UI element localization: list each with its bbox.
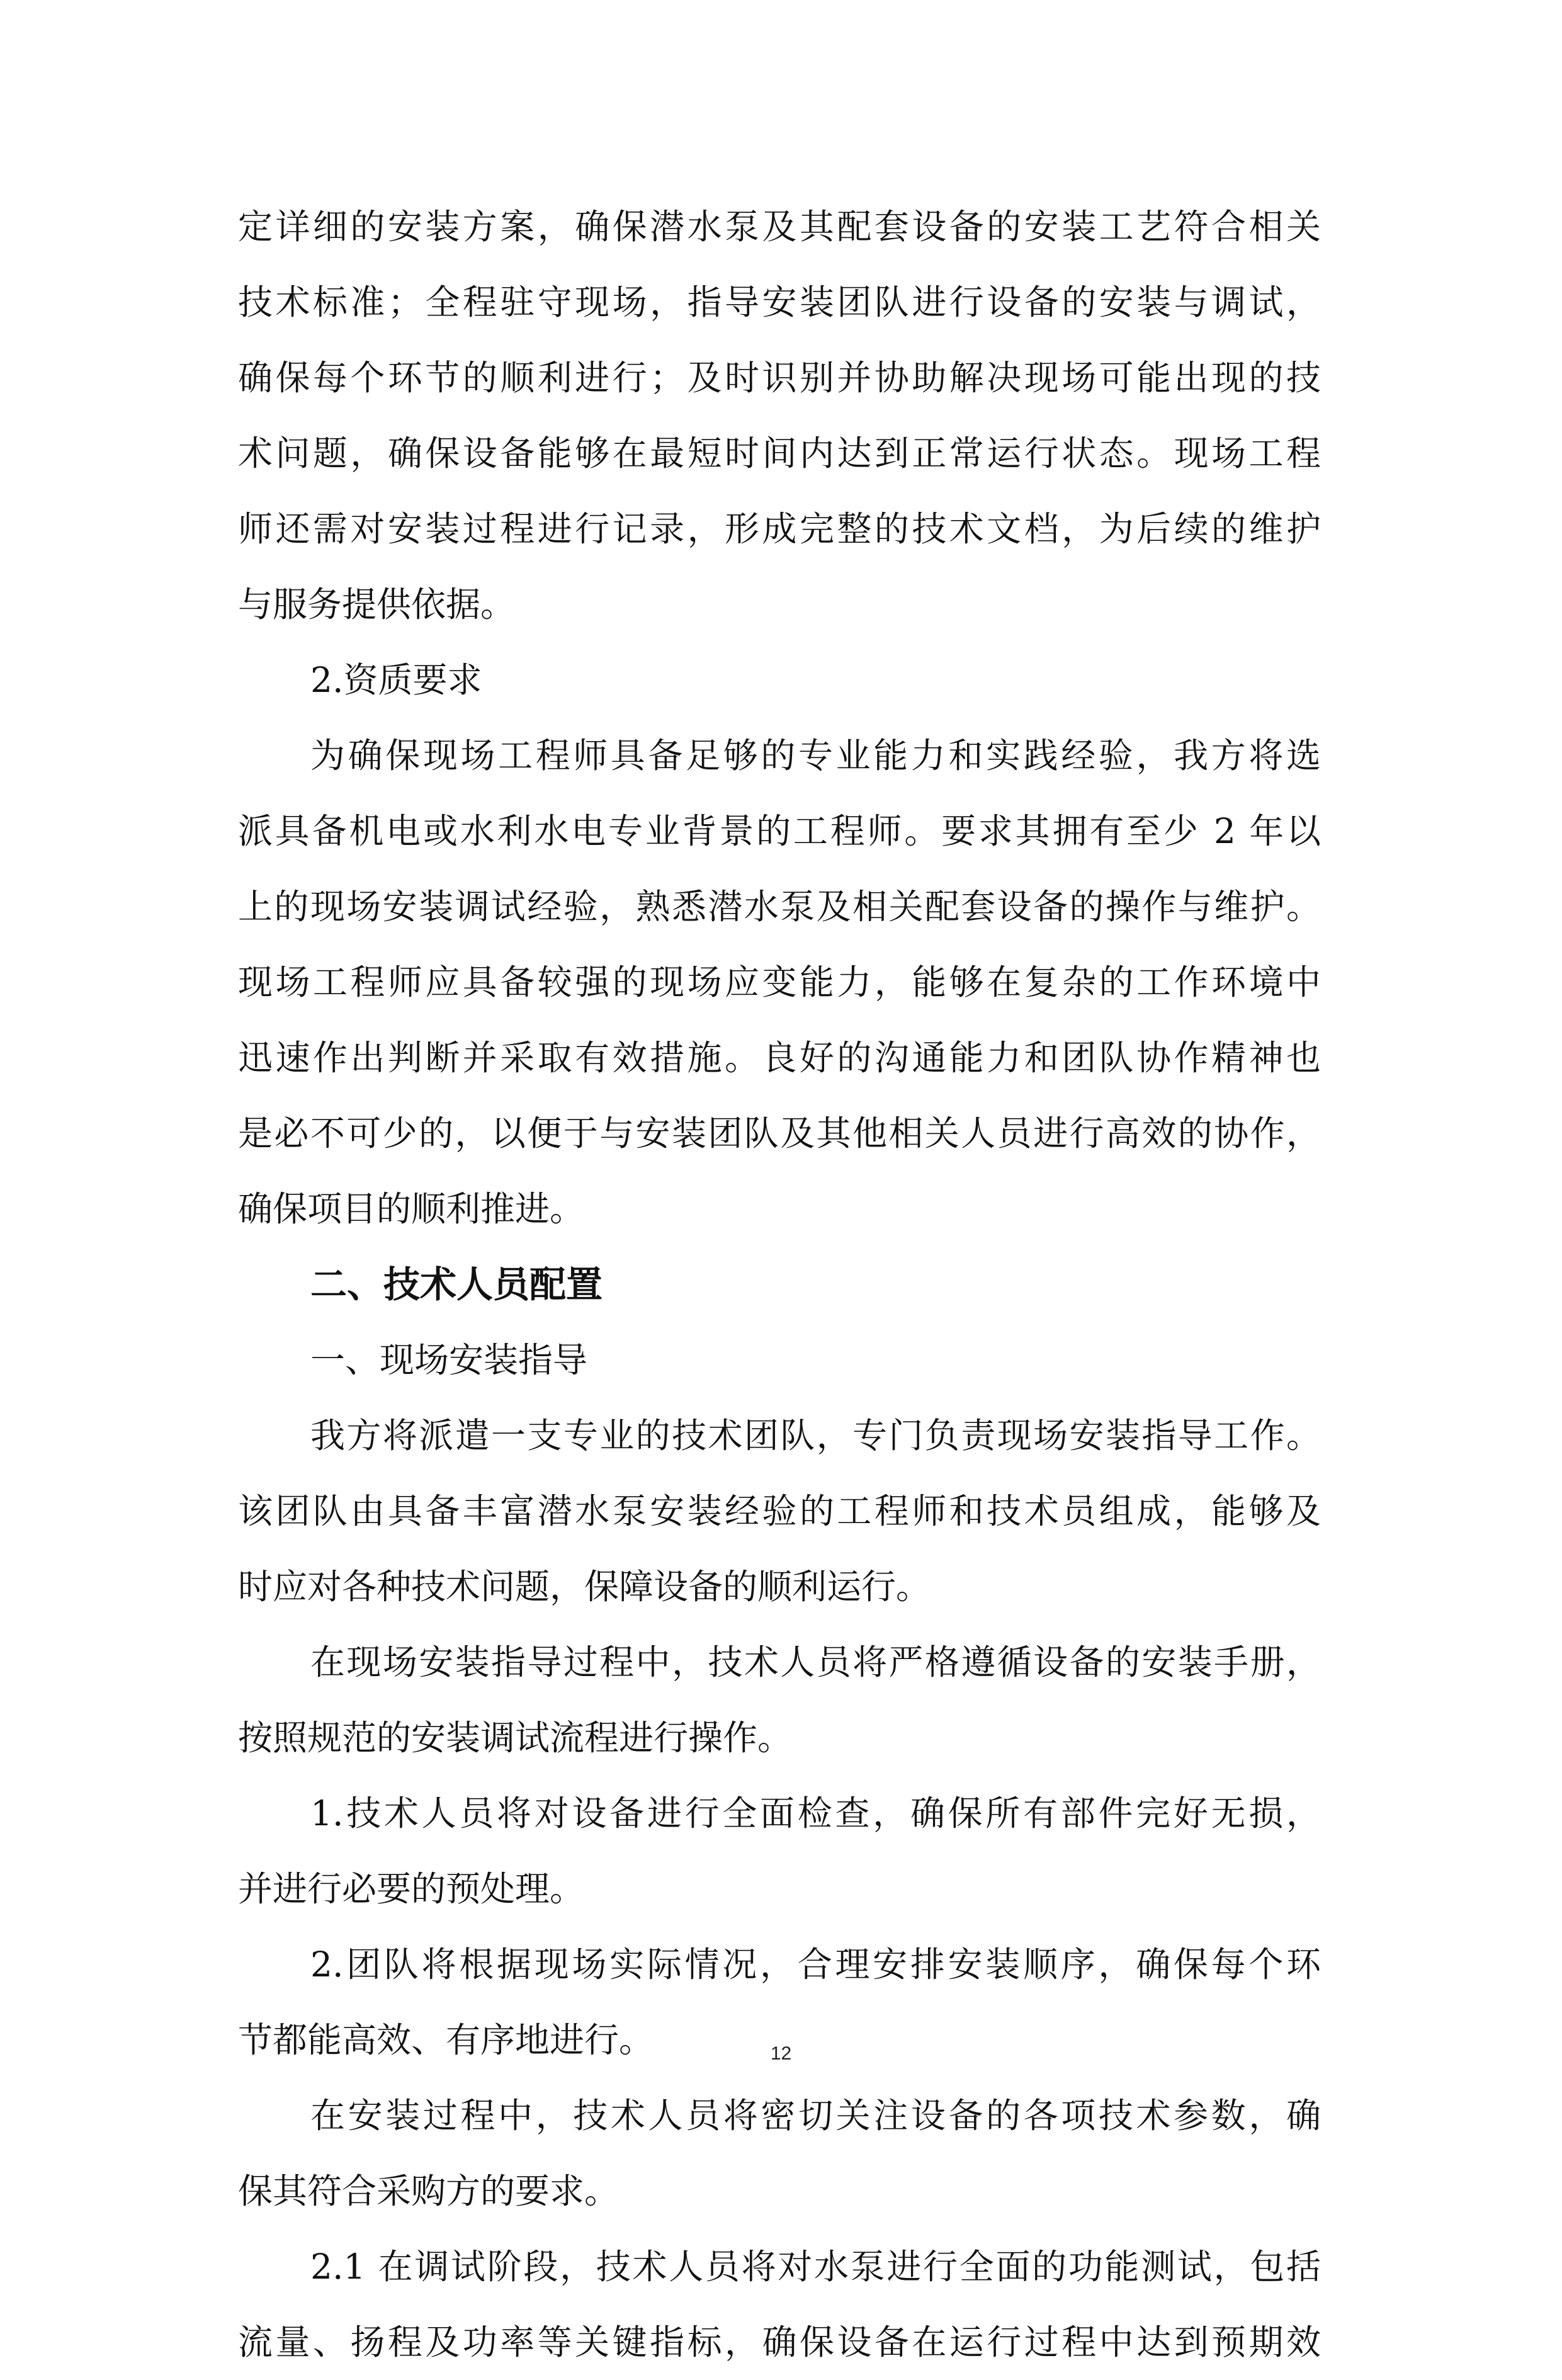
text-line: 确保每个环节的顺利进行；及时识别并协助解决现场可能出现的技 <box>238 358 1321 398</box>
text-line: 上的现场安装调试经验，熟悉潜水泵及相关配套设备的操作与维护。 <box>238 887 1321 927</box>
text-line: 定详细的安装方案，确保潜水泵及其配套设备的安装工艺符合相关 <box>238 207 1321 247</box>
text-line: 迅速作出判断并采取有效措施。良好的沟通能力和团队协作精神也 <box>238 1038 1321 1078</box>
text-line: 时应对各种技术问题，保障设备的顺利运行。 <box>238 1567 931 1607</box>
text-line: 并进行必要的预处理。 <box>238 1869 585 1909</box>
text-line: 流量、扬程及功率等关键指标，确保设备在运行过程中达到预期效 <box>238 2322 1321 2362</box>
text-line: 2.团队将根据现场实际情况，合理安排安装顺序，确保每个环 <box>310 1944 1321 1985</box>
paragraph-block-1 <box>238 189 1321 1247</box>
text-line: 是必不可少的，以便于与安装团队及其他相关人员进行高效的协作， <box>238 1113 1321 1153</box>
text-line: 为确保现场工程师具备足够的专业能力和实践经验，我方将选 <box>310 735 1321 776</box>
text-line: 在安装过程中，技术人员将密切关注设备的各项技术参数，确 <box>310 2095 1321 2136</box>
text-line: 现场工程师应具备较强的现场应变能力，能够在复杂的工作环境中 <box>238 962 1321 1002</box>
text-line: 我方将派遣一支专业的技术团队，专门负责现场安装指导工作。 <box>310 1415 1321 1456</box>
text-line: 1.技术人员将对设备进行全面检查，确保所有部件完好无损， <box>310 1793 1321 1833</box>
text-line: 保其符合采购方的要求。 <box>238 2171 620 2211</box>
text-line: 技术标准；全程驻守现场，指导安装团队进行设备的安装与调试， <box>238 282 1321 322</box>
text-line: 按照规范的安装调试流程进行操作。 <box>238 1718 793 1758</box>
text-line: 与服务提供依据。 <box>238 584 516 625</box>
section-heading: 二、技术人员配置 <box>310 1263 603 1306</box>
text-line: 一、现场安装指导 <box>310 1340 588 1380</box>
text-line: 2.资质要求 <box>310 660 482 700</box>
paragraph-block-2 <box>238 1322 1321 2380</box>
page-number: 12 <box>770 2043 792 2064</box>
text-line: 2.1 在调试阶段，技术人员将对水泵进行全面的功能测试，包括 <box>310 2247 1321 2287</box>
text-line: 在现场安装指导过程中，技术人员将严格遵循设备的安装手册， <box>310 1642 1321 1682</box>
text-line: 确保项目的顺利推进。 <box>238 1189 585 1229</box>
text-line: 师还需对安装过程进行记录，形成完整的技术文档，为后续的维护 <box>238 509 1321 549</box>
text-line: 节都能高效、有序地进行。 <box>238 2020 654 2060</box>
text-line: 该团队由具备丰富潜水泵安装经验的工程师和技术员组成，能够及 <box>238 1491 1321 1531</box>
text-line: 术问题，确保设备能够在最短时间内达到正常运行状态。现场工程 <box>238 433 1321 473</box>
text-line: 派具备机电或水利水电专业背景的工程师。要求其拥有至少 2 年以 <box>238 811 1321 851</box>
